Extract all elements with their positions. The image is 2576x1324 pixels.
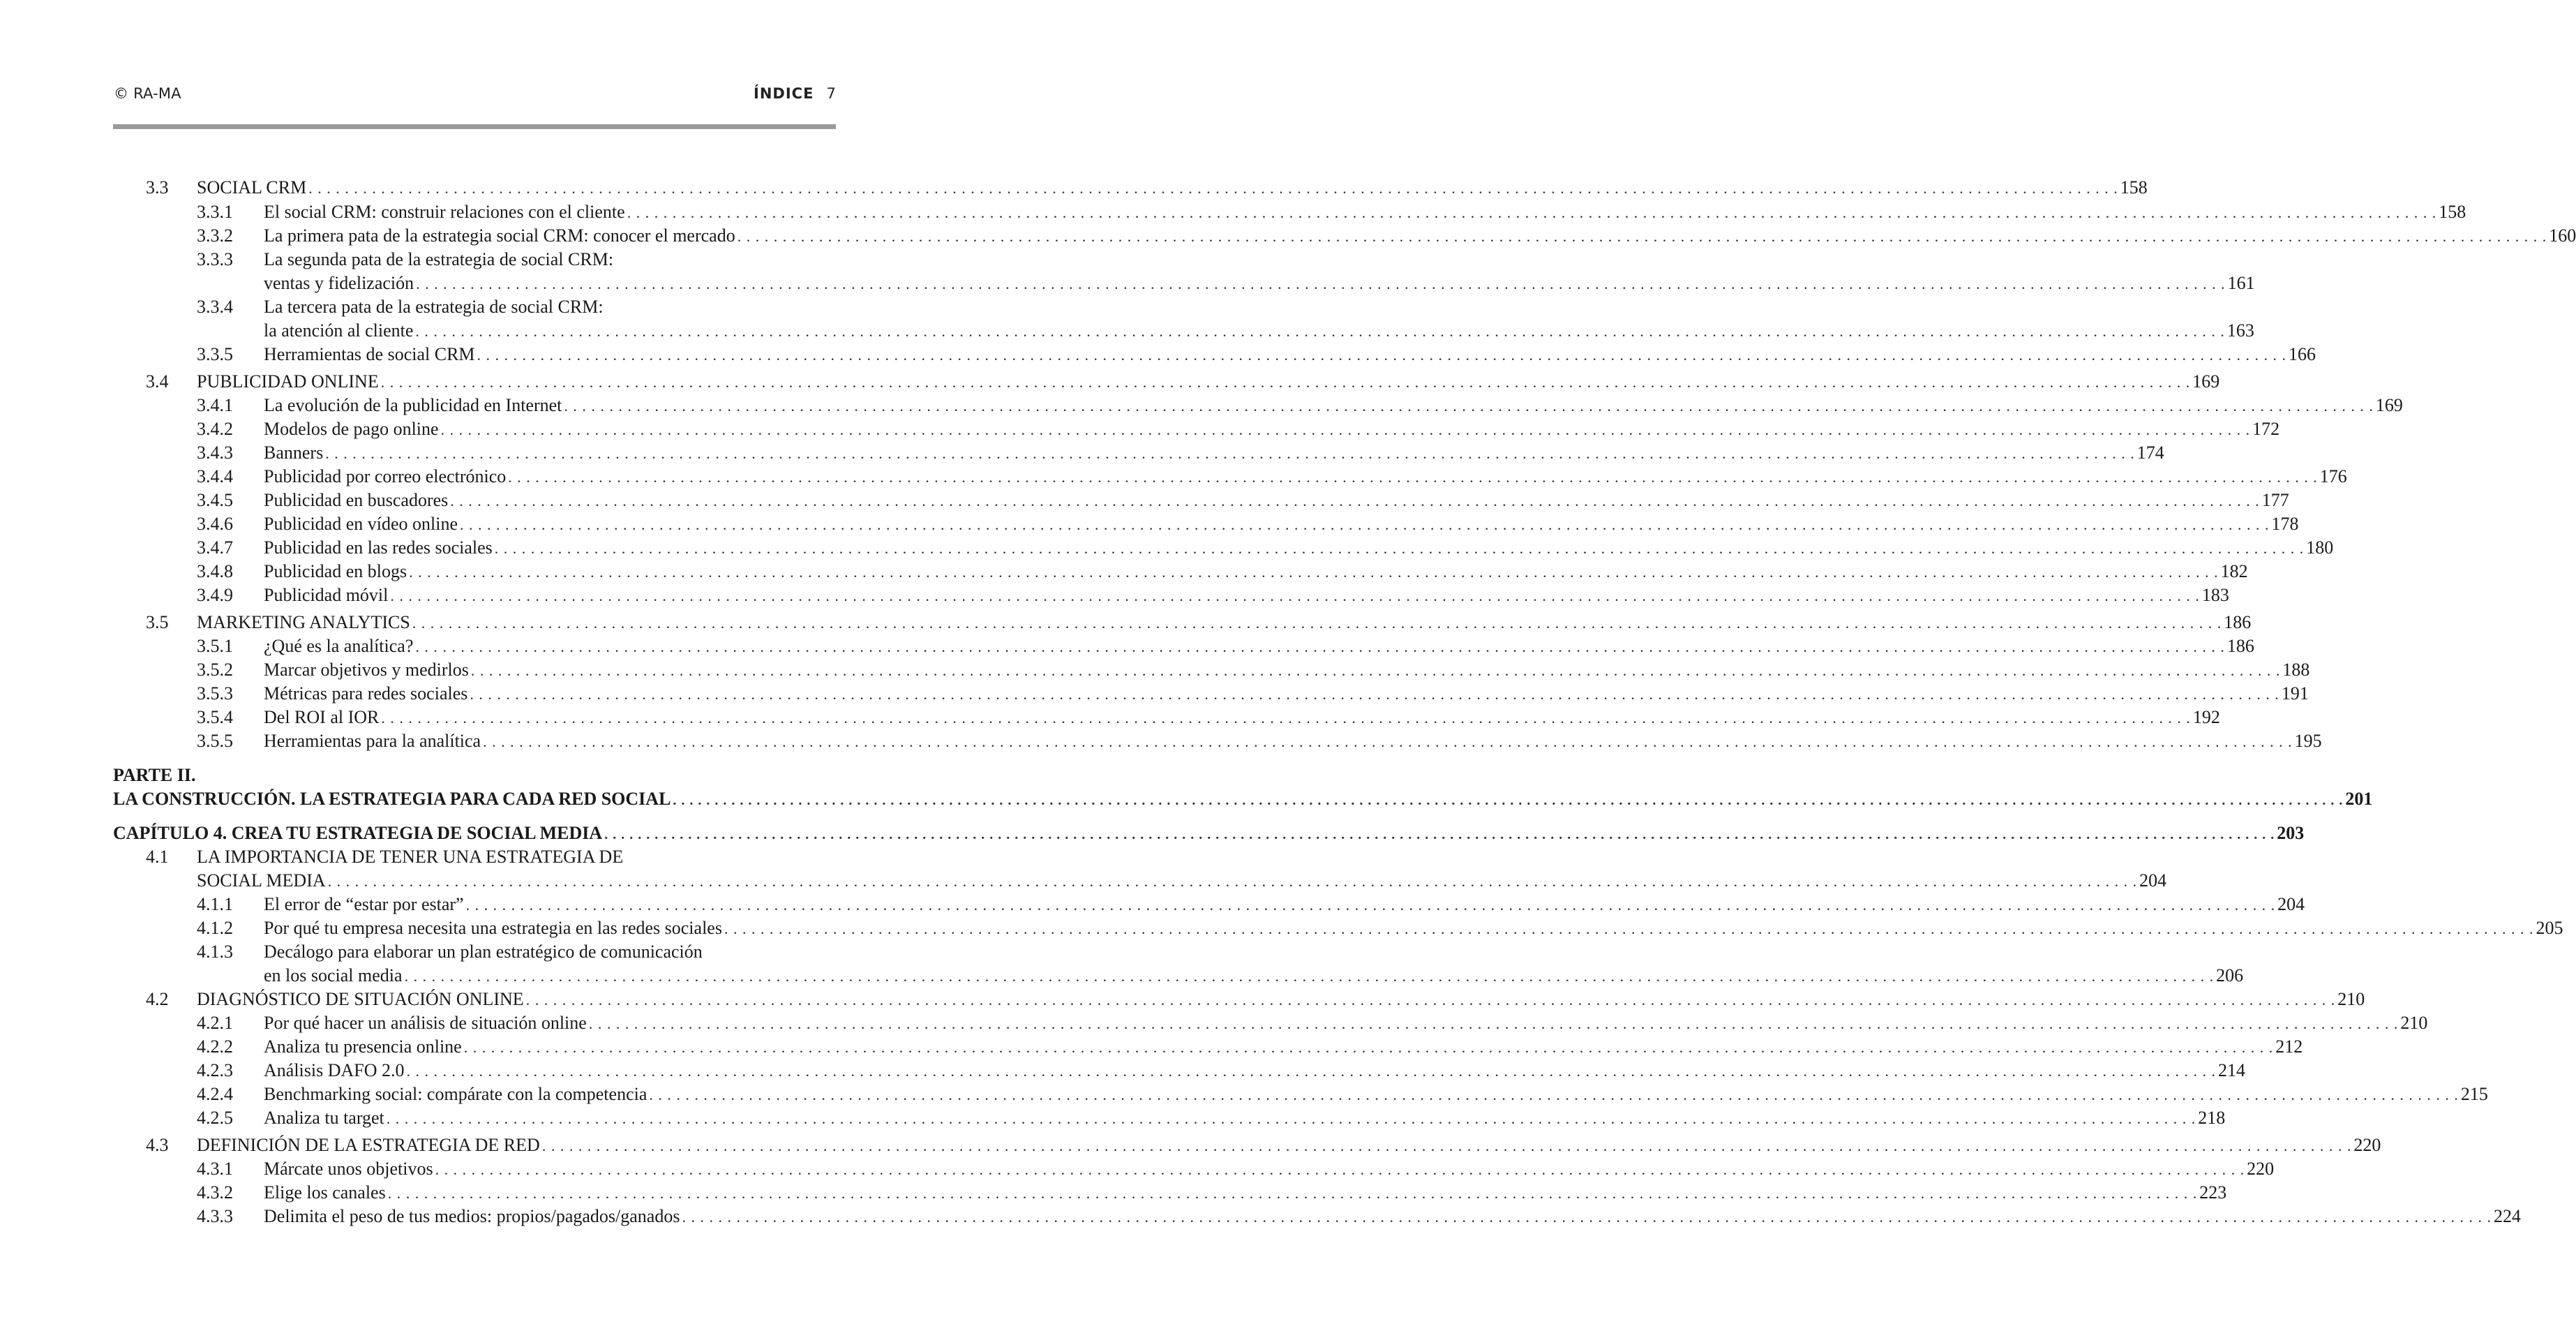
toc-entry-number: 3.4.2 <box>197 419 233 439</box>
dot-leader: . . . . . . . . . . . . . . . . . . . . . . . . . . . . . . . . . . . . . . . . . . . . . . . . . . . . . . . . . . . . . . . . . . . . . . . . . . . . . . . . . . . . . . . . . . . . . . . . . . . . . . . . . . . . . . . . . . . . . . . . . . . . . . . . . . . . . . . . . . . . . . . . . . . . . . . . . . . . . . . . . . . . . . . . . . . . . . . . . . . . . . . . . . . . . . . . . . . . . . . . <box>508 468 2318 486</box>
toc-entry <box>146 370 2220 394</box>
toc-entry-title: Decálogo para elaborar un plan estratégico de comunicación <box>264 942 703 962</box>
toc-entry-page: 174 <box>2136 442 2164 463</box>
toc-entry <box>113 821 2305 845</box>
toc-entry <box>146 176 2148 200</box>
toc-entry-page: 191 <box>2281 683 2309 704</box>
toc-entry <box>197 1083 2488 1106</box>
toc-entry-page: 160 <box>2549 225 2576 246</box>
toc-entry <box>197 893 2305 916</box>
toc-entry <box>146 845 836 869</box>
toc-entry-title: Publicidad en vídeo online <box>264 514 458 534</box>
toc-entry-page: 201 <box>2345 789 2373 809</box>
dot-leader: . . . . . . . . . . . . . . . . . . . . . . . . . . . . . . . . . . . . . . . . . . . . . . . . . . . . . . . . . . . . . . . . . . . . . . . . . . . . . . . . . . . . . . . . . . . . . . . . . . . . . . . . . . . . . . . . . . . . . . . . . . . . . . . . . . . . . . . . . . . . . . . . . . . . . . . . . . . . . . . . . . . . . . . . . . . . . . . . . . . . . . . . . . . . . . . . . . . . . . . . <box>724 920 2534 937</box>
toc-entry-page: 220 <box>2247 1159 2275 1179</box>
toc-entry-title: Márcate unos objetivos <box>264 1159 433 1179</box>
toc-entry-title: Elige los canales <box>264 1182 386 1203</box>
dot-leader: . . . . . . . . . . . . . . . . . . . . . . . . . . . . . . . . . . . . . . . . . . . . . . . . . . . . . . . . . . . . . . . . . . . . . . . . . . . . . . . . . . . . . . . . . . . . . . . . . . . . . . . . . . . . . . . . . . . . . . . . . . . . . . . . . . . . . . . . . . . . . . . . . . . . . . . . . . . . . . . . . . . . . . . . . . . . . . . . . . . . . . . . . . . . . . . . . . . . . . . . <box>415 322 2225 340</box>
toc-entry-number: 3.4.1 <box>197 395 233 415</box>
toc-entry-page: 223 <box>2199 1182 2227 1203</box>
toc-entry-title: Herramientas de social CRM <box>264 344 475 364</box>
toc-entry-number: 4.2 <box>146 989 169 1009</box>
toc-entry <box>197 200 2466 224</box>
toc-entry <box>264 272 2255 295</box>
toc-entry-page: 205 <box>2536 918 2563 938</box>
page-number: 7 <box>826 85 836 102</box>
toc-entry-number: 3.5 <box>146 612 169 632</box>
toc-entry-page: 224 <box>2493 1206 2521 1226</box>
dot-leader: . . . . . . . . . . . . . . . . . . . . . . . . . . . . . . . . . . . . . . . . . . . . . . . . . . . . . . . . . . . . . . . . . . . . . . . . . . . . . . . . . . . . . . . . . . . . . . . . . . . . . . . . . . . . . . . . . . . . . . . . . . . . . . . . . . . . . . . . . . . . . . . . . . . . . . . . . . . . . . . . . . . . . . . . . . . . . . . . . . . . . . . . . . . . . . . . . . . . . . . . <box>460 516 2270 533</box>
running-header-publisher: © RA-MA <box>114 85 181 102</box>
toc-entry <box>113 787 2373 811</box>
dot-leader: . . . . . . . . . . . . . . . . . . . . . . . . . . . . . . . . . . . . . . . . . . . . . . . . . . . . . . . . . . . . . . . . . . . . . . . . . . . . . . . . . . . . . . . . . . . . . . . . . . . . . . . . . . . . . . . . . . . . . . . . . . . . . . . . . . . . . . . . . . . . . . . . . . . . . . . . . . . . . . . . . . . . . . . . . . . . . . . . . . . . . . . . . . . . . . . . . . . . . . . . <box>380 373 2191 391</box>
toc-entry-title: DEFINICIÓN DE LA ESTRATEGIA DE RED <box>197 1135 540 1155</box>
toc-entry-page: 161 <box>2227 273 2255 293</box>
toc-entry-number: 4.2.2 <box>197 1036 233 1057</box>
dot-leader: . . . . . . . . . . . . . . . . . . . . . . . . . . . . . . . . . . . . . . . . . . . . . . . . . . . . . . . . . . . . . . . . . . . . . . . . . . . . . . . . . . . . . . . . . . . . . . . . . . . . . . . . . . . . . . . . . . . . . . . . . . . . . . . . . . . . . . . . . . . . . . . . . . . . . . . . . . . . . . . . . . . . . . . . . . . . . . . . . . . . . . . . . . . . . . . . . . . . . . . . <box>465 896 2276 914</box>
dot-leader: . . . . . . . . . . . . . . . . . . . . . . . . . . . . . . . . . . . . . . . . . . . . . . . . . . . . . . . . . . . . . . . . . . . . . . . . . . . . . . . . . . . . . . . . . . . . . . . . . . . . . . . . . . . . . . . . . . . . . . . . . . . . . . . . . . . . . . . . . . . . . . . . . . . . . . . . . . . . . . . . . . . . . . . . . . . . . . . . . . . . . . . . . . . . . . . . . . . . . . . . <box>325 445 2135 462</box>
toc-entry-title: DIAGNÓSTICO DE SITUACIÓN ONLINE <box>197 989 524 1009</box>
dot-leader: . . . . . . . . . . . . . . . . . . . . . . . . . . . . . . . . . . . . . . . . . . . . . . . . . . . . . . . . . . . . . . . . . . . . . . . . . . . . . . . . . . . . . . . . . . . . . . . . . . . . . . . . . . . . . . . . . . . . . . . . . . . . . . . . . . . . . . . . . . . . . . . . . . . . . . . . . . . . . . . . . . . . . . . . . . . . . . . . . . . . . . . . . . . . . . . . . . . . . . . . <box>404 967 2215 985</box>
toc-entry-page: 204 <box>2139 870 2167 891</box>
dot-leader: . . . . . . . . . . . . . . . . . . . . . . . . . . . . . . . . . . . . . . . . . . . . . . . . . . . . . . . . . . . . . . . . . . . . . . . . . . . . . . . . . . . . . . . . . . . . . . . . . . . . . . . . . . . . . . . . . . . . . . . . . . . . . . . . . . . . . . . . . . . . . . . . . . . . . . . . . . . . . . . . . . . . . . . . . . . . . . . . . . . . . . . . . . . . . . . . . . . . . . . . <box>416 275 2226 292</box>
toc-entry <box>264 319 2254 343</box>
toc-entry <box>197 512 2299 536</box>
dot-leader: . . . . . . . . . . . . . . . . . . . . . . . . . . . . . . . . . . . . . . . . . . . . . . . . . . . . . . . . . . . . . . . . . . . . . . . . . . . . . . . . . . . . . . . . . . . . . . . . . . . . . . . . . . . . . . . . . . . . . . . . . . . . . . . . . . . . . . . . . . . . . . . . . . . . . . . . . . . . . . . . . . . . . . . . . . . . . . . . . . . . . . . . . . . . . . . . . . . . . . . . <box>627 204 2437 221</box>
toc-entry-page: 176 <box>2319 466 2347 486</box>
dot-leader: . . . . . . . . . . . . . . . . . . . . . . . . . . . . . . . . . . . . . . . . . . . . . . . . . . . . . . . . . . . . . . . . . . . . . . . . . . . . . . . . . . . . . . . . . . . . . . . . . . . . . . . . . . . . . . . . . . . . . . . . . . . . . . . . . . . . . . . . . . . . . . . . . . . . . . . . . . . . . . . . . . . . . . . . . . . . . . . . . . . . . . . . . . . . . . . . . . . . . . . . <box>477 346 2287 364</box>
toc-entry-title: La evolución de la publicidad en Internet <box>264 395 562 415</box>
toc-entry-number: 4.2.5 <box>197 1108 233 1128</box>
toc-entry-number: 3.4.5 <box>197 490 233 510</box>
toc-entry-page: 172 <box>2252 419 2280 439</box>
toc-entry <box>197 489 2289 512</box>
toc-entry-page: 166 <box>2289 344 2316 364</box>
toc-entry-title: la atención al cliente <box>264 320 414 341</box>
toc-entry-title: El error de “estar por estar” <box>264 894 464 914</box>
toc-entry <box>197 940 836 964</box>
toc-entry <box>197 441 2164 465</box>
toc-entry-title: Herramientas para la analítica <box>264 731 481 751</box>
toc-entry <box>197 248 836 272</box>
toc-entry <box>197 1181 2227 1205</box>
toc-entry-page: 180 <box>2306 537 2334 558</box>
toc-entry-number: 4.1 <box>146 847 169 867</box>
toc-entry <box>197 343 2316 366</box>
toc-entry-number: 3.5.3 <box>197 683 233 704</box>
toc-entry-number: 4.3 <box>146 1135 169 1155</box>
toc-entry-page: 212 <box>2275 1036 2303 1057</box>
toc-entry <box>113 764 836 787</box>
dot-leader: . . . . . . . . . . . . . . . . . . . . . . . . . . . . . . . . . . . . . . . . . . . . . . . . . . . . . . . . . . . . . . . . . . . . . . . . . . . . . . . . . . . . . . . . . . . . . . . . . . . . . . . . . . . . . . . . . . . . . . . . . . . . . . . . . . . . . . . . . . . . . . . . . . . . . . . . . . . . . . . . . . . . . . . . . . . . . . . . . . . . . . . . . . . . . . . . . . . . . . . . <box>412 614 2222 632</box>
toc-entry-number: 3.5.5 <box>197 731 233 751</box>
toc-entry-title: SOCIAL MEDIA <box>197 870 326 891</box>
dot-leader: . . . . . . . . . . . . . . . . . . . . . . . . . . . . . . . . . . . . . . . . . . . . . . . . . . . . . . . . . . . . . . . . . . . . . . . . . . . . . . . . . . . . . . . . . . . . . . . . . . . . . . . . . . . . . . . . . . . . . . . . . . . . . . . . . . . . . . . . . . . . . . . . . . . . . . . . . . . . . . . . . . . . . . . . . . . . . . . . . . . . . . . . . . . . . . . . . . . . . . . . <box>327 872 2138 890</box>
toc-entry-page: 210 <box>2400 1013 2428 1033</box>
toc-entry-number: 3.5.4 <box>197 707 233 727</box>
header-rule <box>113 124 836 129</box>
toc-entry-number: 4.2.1 <box>197 1013 233 1033</box>
toc-entry <box>146 988 2365 1011</box>
toc-entry <box>197 536 2334 560</box>
toc-entry <box>197 224 2576 248</box>
toc-entry-page: 214 <box>2218 1060 2246 1080</box>
toc-entry-title: LA IMPORTANCIA DE TENER UNA ESTRATEGIA DE <box>197 847 624 867</box>
dot-leader: . . . . . . . . . . . . . . . . . . . . . . . . . . . . . . . . . . . . . . . . . . . . . . . . . . . . . . . . . . . . . . . . . . . . . . . . . . . . . . . . . . . . . . . . . . . . . . . . . . . . . . . . . . . . . . . . . . . . . . . . . . . . . . . . . . . . . . . . . . . . . . . . . . . . . . . . . . . . . . . . . . . . . . . . . . . . . . . . . . . . . . . . . . . . . . . . . . . . . . . . <box>673 793 2344 808</box>
toc-entry-number: 3.4.4 <box>197 466 233 486</box>
toc-entry-page: 158 <box>2120 177 2148 198</box>
dot-leader: . . . . . . . . . . . . . . . . . . . . . . . . . . . . . . . . . . . . . . . . . . . . . . . . . . . . . . . . . . . . . . . . . . . . . . . . . . . . . . . . . . . . . . . . . . . . . . . . . . . . . . . . . . . . . . . . . . . . . . . . . . . . . . . . . . . . . . . . . . . . . . . . . . . . . . . . . . . . . . . . . . . . . . . . . . . . . . . . . . . . . . . . . . . . . . . . . . . . . . . . <box>415 638 2225 655</box>
toc-entry-number: 4.3.1 <box>197 1159 233 1179</box>
toc-entry-title: LA CONSTRUCCIÓN. LA ESTRATEGIA PARA CADA RED SOCIAL <box>113 789 671 809</box>
dot-leader: . . . . . . . . . . . . . . . . . . . . . . . . . . . . . . . . . . . . . . . . . . . . . . . . . . . . . . . . . . . . . . . . . . . . . . . . . . . . . . . . . . . . . . . . . . . . . . . . . . . . . . . . . . . . . . . . . . . . . . . . . . . . . . . . . . . . . . . . . . . . . . . . . . . . . . . . . . . . . . . . . . . . . . . . . . . . . . . . . . . . . . . . . . . . . . . . . . . . . . . . <box>470 662 2281 679</box>
toc-entry <box>197 1011 2428 1035</box>
toc-entry <box>197 869 2167 893</box>
toc-entry-page: 188 <box>2282 660 2310 680</box>
toc-entry <box>146 1133 2381 1157</box>
toc-entry-number: 3.4.8 <box>197 561 233 581</box>
toc-entry <box>197 1157 2275 1181</box>
dot-leader: . . . . . . . . . . . . . . . . . . . . . . . . . . . . . . . . . . . . . . . . . . . . . . . . . . . . . . . . . . . . . . . . . . . . . . . . . . . . . . . . . . . . . . . . . . . . . . . . . . . . . . . . . . . . . . . . . . . . . . . . . . . . . . . . . . . . . . . . . . . . . . . . . . . . . . . . . . . . . . . . . . . . . . . . . . . . . . . . . . . . . . . . . . . . . . . . . . . . . . . . <box>308 179 2118 197</box>
toc-entry-number: 3.4.3 <box>197 442 233 463</box>
toc-entry <box>197 1035 2303 1059</box>
dot-leader: . . . . . . . . . . . . . . . . . . . . . . . . . . . . . . . . . . . . . . . . . . . . . . . . . . . . . . . . . . . . . . . . . . . . . . . . . . . . . . . . . . . . . . . . . . . . . . . . . . . . . . . . . . . . . . . . . . . . . . . . . . . . . . . . . . . . . . . . . . . . . . . . . . . . . . . . . . . . . . . . . . . . . . . . . . . . . . . . . . . . . . . . . . . . . . . . . . . . . . . . <box>390 587 2200 604</box>
toc-entry-page: 182 <box>2220 561 2248 581</box>
toc-entry-page: 215 <box>2460 1084 2488 1104</box>
toc-entry-page: 203 <box>2277 823 2305 843</box>
dot-leader: . . . . . . . . . . . . . . . . . . . . . . . . . . . . . . . . . . . . . . . . . . . . . . . . . . . . . . . . . . . . . . . . . . . . . . . . . . . . . . . . . . . . . . . . . . . . . . . . . . . . . . . . . . . . . . . . . . . . . . . . . . . . . . . . . . . . . . . . . . . . . . . . . . . . . . . . . . . . . . . . . . . . . . . . . . . . . . . . . . . . . . . . . . . . . . . . . . . . . . . . <box>525 991 2336 1009</box>
toc-entry-page: 192 <box>2192 707 2220 727</box>
toc-entry <box>264 964 2244 988</box>
dot-leader: . . . . . . . . . . . . . . . . . . . . . . . . . . . . . . . . . . . . . . . . . . . . . . . . . . . . . . . . . . . . . . . . . . . . . . . . . . . . . . . . . . . . . . . . . . . . . . . . . . . . . . . . . . . . . . . . . . . . . . . . . . . . . . . . . . . . . . . . . . . . . . . . . . . . . . . . . . . . . . . . . . . . . . . . . . . . . . . . . . . . . . . . . . . . . . . . . . . . . . . . <box>470 685 2279 703</box>
toc-entry-number: 3.3.4 <box>197 297 233 317</box>
toc-entry <box>197 916 2563 940</box>
toc-entry-title: Banners <box>264 442 324 463</box>
toc-entry-page: 163 <box>2226 320 2254 341</box>
toc-entry-number: 3.3 <box>146 177 169 198</box>
toc-entry-title: Métricas para redes sociales <box>264 683 468 704</box>
toc-entry <box>197 1205 2521 1228</box>
toc-entry-page: 158 <box>2439 202 2466 222</box>
dot-leader: . . . . . . . . . . . . . . . . . . . . . . . . . . . . . . . . . . . . . . . . . . . . . . . . . . . . . . . . . . . . . . . . . . . . . . . . . . . . . . . . . . . . . . . . . . . . . . . . . . . . . . . . . . . . . . . . . . . . . . . . . . . . . . . . . . . . . . . . . . . . . . . . . . . . . . . . . . . . . . . . . . . . . . . . . . . . . . . . . . . . . . . . . . . . . . . . . . . . . . . . <box>450 492 2260 509</box>
toc-entry-title: Analiza tu target <box>264 1108 384 1128</box>
dot-leader: . . . . . . . . . . . . . . . . . . . . . . . . . . . . . . . . . . . . . . . . . . . . . . . . . . . . . . . . . . . . . . . . . . . . . . . . . . . . . . . . . . . . . . . . . . . . . . . . . . . . . . . . . . . . . . . . . . . . . . . . . . . . . . . . . . . . . . . . . . . . . . . . . . . . . . . . . . . . . . . . . . . . . . . . . . . . . . . . . . . . . . . . . . . . . . . . . . . . . . . . <box>381 709 2191 727</box>
dot-leader: . . . . . . . . . . . . . . . . . . . . . . . . . . . . . . . . . . . . . . . . . . . . . . . . . . . . . . . . . . . . . . . . . . . . . . . . . . . . . . . . . . . . . . . . . . . . . . . . . . . . . . . . . . . . . . . . . . . . . . . . . . . . . . . . . . . . . . . . . . . . . . . . . . . . . . . . . . . . . . . . . . . . . . . . . . . . . . . . . . . . . . . . . . . . . . . . . . . . . . . . <box>483 733 2293 750</box>
toc-entry <box>197 394 2403 417</box>
toc-entry-number: 3.3.5 <box>197 344 233 364</box>
toc-entry <box>197 295 836 319</box>
toc-entry <box>197 682 2309 706</box>
dot-leader: . . . . . . . . . . . . . . . . . . . . . . . . . . . . . . . . . . . . . . . . . . . . . . . . . . . . . . . . . . . . . . . . . . . . . . . . . . . . . . . . . . . . . . . . . . . . . . . . . . . . . . . . . . . . . . . . . . . . . . . . . . . . . . . . . . . . . . . . . . . . . . . . . . . . . . . . . . . . . . . . . . . . . . . . . . . . . . . . . . . . . . . . . . . . . . . . . . . . . . . . <box>564 397 2374 415</box>
toc-entry-page: 169 <box>2375 395 2403 415</box>
dot-leader: . . . . . . . . . . . . . . . . . . . . . . . . . . . . . . . . . . . . . . . . . . . . . . . . . . . . . . . . . . . . . . . . . . . . . . . . . . . . . . . . . . . . . . . . . . . . . . . . . . . . . . . . . . . . . . . . . . . . . . . . . . . . . . . . . . . . . . . . . . . . . . . . . . . . . . . . . . . . . . . . . . . . . . . . . . . . . . . . . . . . . . . . . . . . . . . . . . . . . . . . <box>604 827 2275 842</box>
toc-entry-number: 3.4.6 <box>197 514 233 534</box>
dot-leader: . . . . . . . . . . . . . . . . . . . . . . . . . . . . . . . . . . . . . . . . . . . . . . . . . . . . . . . . . . . . . . . . . . . . . . . . . . . . . . . . . . . . . . . . . . . . . . . . . . . . . . . . . . . . . . . . . . . . . . . . . . . . . . . . . . . . . . . . . . . . . . . . . . . . . . . . . . . . . . . . . . . . . . . . . . . . . . . . . . . . . . . . . . . . . . . . . . . . . . . . <box>409 563 2219 581</box>
toc-entry-page: 220 <box>2353 1135 2381 1155</box>
toc-entry-number: 4.3.3 <box>197 1206 233 1226</box>
toc-entry <box>197 465 2347 489</box>
toc-entry-title: Modelos de pago online <box>264 419 439 439</box>
toc-entry-title: El social CRM: construir relaciones con el cliente <box>264 202 625 222</box>
toc-entry-number: 4.1.2 <box>197 918 233 938</box>
toc-entry-title: ¿Qué es la analítica? <box>264 636 414 656</box>
dot-leader: . . . . . . . . . . . . . . . . . . . . . . . . . . . . . . . . . . . . . . . . . . . . . . . . . . . . . . . . . . . . . . . . . . . . . . . . . . . . . . . . . . . . . . . . . . . . . . . . . . . . . . . . . . . . . . . . . . . . . . . . . . . . . . . . . . . . . . . . . . . . . . . . . . . . . . . . . . . . . . . . . . . . . . . . . . . . . . . . . . . . . . . . . . . . . . . . . . . . . . . . <box>588 1015 2399 1032</box>
toc-entry <box>197 1059 2246 1083</box>
toc-entry <box>197 417 2280 441</box>
toc-entry-title: Publicidad por correo electrónico <box>264 466 507 486</box>
toc-entry-title: Publicidad móvil <box>264 585 389 605</box>
toc-entry-number: 4.2.3 <box>197 1060 233 1080</box>
toc-entry-title: Analiza tu presencia online <box>264 1036 462 1057</box>
toc-entry-number: 3.3.3 <box>197 249 233 269</box>
toc-entry-title: Por qué hacer un análisis de situación online <box>264 1013 587 1033</box>
toc-entry-title: Marcar objetivos y medirlos <box>264 660 469 680</box>
dot-leader: . . . . . . . . . . . . . . . . . . . . . . . . . . . . . . . . . . . . . . . . . . . . . . . . . . . . . . . . . . . . . . . . . . . . . . . . . . . . . . . . . . . . . . . . . . . . . . . . . . . . . . . . . . . . . . . . . . . . . . . . . . . . . . . . . . . . . . . . . . . . . . . . . . . . . . . . . . . . . . . . . . . . . . . . . . . . . . . . . . . . . . . . . . . . . . . . . . . . . . . . <box>463 1039 2274 1056</box>
toc-entry-title: PUBLICIDAD ONLINE <box>197 371 379 392</box>
toc-entry-page: 177 <box>2261 490 2289 510</box>
toc-entry <box>197 1106 2226 1130</box>
toc-entry <box>197 706 2220 729</box>
toc-entry-title: Análisis DAFO 2.0 <box>264 1060 405 1080</box>
toc-entry-page: 206 <box>2216 965 2244 985</box>
toc-entry-title: Publicidad en las redes sociales <box>264 537 493 558</box>
toc-entry-page: 178 <box>2271 514 2299 534</box>
toc-entry-number: 3.5.2 <box>197 660 233 680</box>
toc-entry-title: Publicidad en blogs <box>264 561 407 581</box>
toc-entry-number: 3.3.1 <box>197 202 233 222</box>
toc-entry <box>197 729 2322 753</box>
toc-entry-page: 204 <box>2277 894 2305 914</box>
toc-entry-page: 218 <box>2198 1108 2226 1128</box>
toc-entry-title: Por qué tu empresa necesita una estrategia en las redes sociales <box>264 918 722 938</box>
toc-entry-page: 186 <box>2224 612 2252 632</box>
dot-leader: . . . . . . . . . . . . . . . . . . . . . . . . . . . . . . . . . . . . . . . . . . . . . . . . . . . . . . . . . . . . . . . . . . . . . . . . . . . . . . . . . . . . . . . . . . . . . . . . . . . . . . . . . . . . . . . . . . . . . . . . . . . . . . . . . . . . . . . . . . . . . . . . . . . . . . . . . . . . . . . . . . . . . . . . . . . . . . . . . . . . . . . . . . . . . . . . . . . . . . . . <box>494 540 2305 557</box>
toc-entry-title: ventas y fidelización <box>264 273 414 293</box>
toc-entry <box>197 658 2310 682</box>
toc-entry-title: Delimita el peso de tus medios: propios/pagados/ganados <box>264 1206 680 1226</box>
running-header-section: ÍNDICE <box>754 85 814 102</box>
dot-leader: . . . . . . . . . . . . . . . . . . . . . . . . . . . . . . . . . . . . . . . . . . . . . . . . . . . . . . . . . . . . . . . . . . . . . . . . . . . . . . . . . . . . . . . . . . . . . . . . . . . . . . . . . . . . . . . . . . . . . . . . . . . . . . . . . . . . . . . . . . . . . . . . . . . . . . . . . . . . . . . . . . . . . . . . . . . . . . . . . . . . . . . . . . . . . . . . . . . . . . . . <box>387 1184 2198 1202</box>
toc-entry-title: Del ROI al IOR <box>264 707 380 727</box>
toc-entry-number: 4.1.3 <box>197 942 233 962</box>
toc-entry-page: 186 <box>2226 636 2254 656</box>
running-header-right <box>754 84 836 103</box>
dot-leader: . . . . . . . . . . . . . . . . . . . . . . . . . . . . . . . . . . . . . . . . . . . . . . . . . . . . . . . . . . . . . . . . . . . . . . . . . . . . . . . . . . . . . . . . . . . . . . . . . . . . . . . . . . . . . . . . . . . . . . . . . . . . . . . . . . . . . . . . . . . . . . . . . . . . . . . . . . . . . . . . . . . . . . . . . . . . . . . . . . . . . . . . . . . . . . . . . . . . . . . . <box>682 1208 2492 1226</box>
toc-entry-title: SOCIAL CRM <box>197 177 307 198</box>
toc-entry-number: 4.1.1 <box>197 894 233 914</box>
dot-leader: . . . . . . . . . . . . . . . . . . . . . . . . . . . . . . . . . . . . . . . . . . . . . . . . . . . . . . . . . . . . . . . . . . . . . . . . . . . . . . . . . . . . . . . . . . . . . . . . . . . . . . . . . . . . . . . . . . . . . . . . . . . . . . . . . . . . . . . . . . . . . . . . . . . . . . . . . . . . . . . . . . . . . . . . . . . . . . . . . . . . . . . . . . . . . . . . . . . . . . . . <box>386 1110 2196 1127</box>
toc-entry-title: La tercera pata de la estrategia de social CRM: <box>264 297 604 317</box>
toc-entry <box>146 611 2252 634</box>
toc-entry-page: 210 <box>2337 989 2365 1009</box>
toc-entry-page: 169 <box>2192 371 2220 392</box>
toc-entry-number: 3.4 <box>146 371 169 392</box>
toc-entry-title: CAPÍTULO 4. CREA TU ESTRATEGIA DE SOCIAL MEDIA <box>113 823 603 843</box>
toc-entry <box>197 583 2229 607</box>
dot-leader: . . . . . . . . . . . . . . . . . . . . . . . . . . . . . . . . . . . . . . . . . . . . . . . . . . . . . . . . . . . . . . . . . . . . . . . . . . . . . . . . . . . . . . . . . . . . . . . . . . . . . . . . . . . . . . . . . . . . . . . . . . . . . . . . . . . . . . . . . . . . . . . . . . . . . . . . . . . . . . . . . . . . . . . . . . . . . . . . . . . . . . . . . . . . . . . . . . . . . . . . <box>435 1161 2245 1178</box>
toc-entry-title: en los social media <box>264 965 403 985</box>
toc-entry-title: La segunda pata de la estrategia de social CRM: <box>264 249 614 269</box>
toc-entry-page: 183 <box>2201 585 2229 605</box>
toc-entry-title: La primera pata de la estrategia social CRM: conocer el mercado <box>264 225 735 246</box>
toc-entry-number: 3.3.2 <box>197 225 233 246</box>
toc-entry-page: 195 <box>2294 731 2322 751</box>
dot-leader: . . . . . . . . . . . . . . . . . . . . . . . . . . . . . . . . . . . . . . . . . . . . . . . . . . . . . . . . . . . . . . . . . . . . . . . . . . . . . . . . . . . . . . . . . . . . . . . . . . . . . . . . . . . . . . . . . . . . . . . . . . . . . . . . . . . . . . . . . . . . . . . . . . . . . . . . . . . . . . . . . . . . . . . . . . . . . . . . . . . . . . . . . . . . . . . . . . . . . . . . <box>440 421 2251 438</box>
toc-entry-title: Benchmarking social: compárate con la competencia <box>264 1084 647 1104</box>
toc-entry-number: 4.3.2 <box>197 1182 233 1203</box>
toc-entry-number: 3.5.1 <box>197 636 233 656</box>
toc-entry-title: Publicidad en buscadores <box>264 490 449 510</box>
dot-leader: . . . . . . . . . . . . . . . . . . . . . . . . . . . . . . . . . . . . . . . . . . . . . . . . . . . . . . . . . . . . . . . . . . . . . . . . . . . . . . . . . . . . . . . . . . . . . . . . . . . . . . . . . . . . . . . . . . . . . . . . . . . . . . . . . . . . . . . . . . . . . . . . . . . . . . . . . . . . . . . . . . . . . . . . . . . . . . . . . . . . . . . . . . . . . . . . . . . . . . . . <box>737 228 2547 245</box>
toc-entry <box>197 634 2254 658</box>
dot-leader: . . . . . . . . . . . . . . . . . . . . . . . . . . . . . . . . . . . . . . . . . . . . . . . . . . . . . . . . . . . . . . . . . . . . . . . . . . . . . . . . . . . . . . . . . . . . . . . . . . . . . . . . . . . . . . . . . . . . . . . . . . . . . . . . . . . . . . . . . . . . . . . . . . . . . . . . . . . . . . . . . . . . . . . . . . . . . . . . . . . . . . . . . . . . . . . . . . . . . . . . <box>649 1086 2459 1103</box>
dot-leader: . . . . . . . . . . . . . . . . . . . . . . . . . . . . . . . . . . . . . . . . . . . . . . . . . . . . . . . . . . . . . . . . . . . . . . . . . . . . . . . . . . . . . . . . . . . . . . . . . . . . . . . . . . . . . . . . . . . . . . . . . . . . . . . . . . . . . . . . . . . . . . . . . . . . . . . . . . . . . . . . . . . . . . . . . . . . . . . . . . . . . . . . . . . . . . . . . . . . . . . . <box>541 1137 2352 1154</box>
toc-entry-title: MARKETING ANALYTICS <box>197 612 410 632</box>
toc-entry <box>197 560 2248 583</box>
toc-entry-number: 4.2.4 <box>197 1084 233 1104</box>
dot-leader: . . . . . . . . . . . . . . . . . . . . . . . . . . . . . . . . . . . . . . . . . . . . . . . . . . . . . . . . . . . . . . . . . . . . . . . . . . . . . . . . . . . . . . . . . . . . . . . . . . . . . . . . . . . . . . . . . . . . . . . . . . . . . . . . . . . . . . . . . . . . . . . . . . . . . . . . . . . . . . . . . . . . . . . . . . . . . . . . . . . . . . . . . . . . . . . . . . . . . . . . <box>406 1062 2217 1080</box>
toc-entry-number: 3.4.7 <box>197 537 233 558</box>
toc-entry-number: 3.4.9 <box>197 585 233 605</box>
toc-entry-title: PARTE II. <box>113 765 196 785</box>
